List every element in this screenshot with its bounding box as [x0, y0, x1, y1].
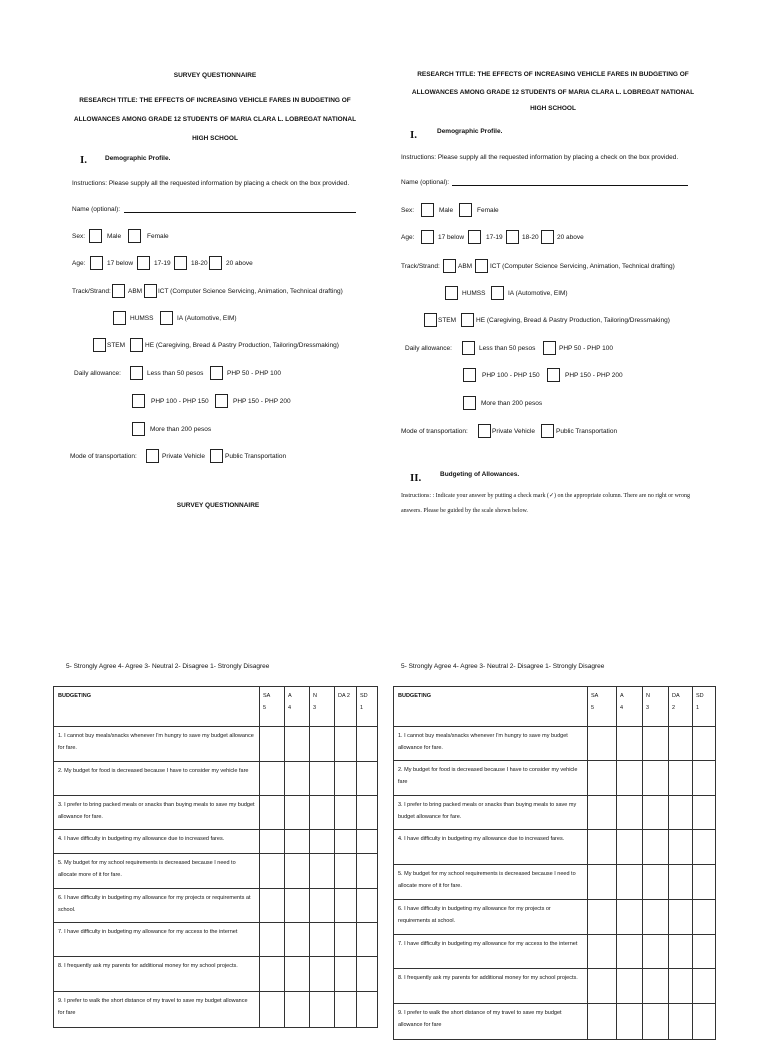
rating-cell[interactable]	[310, 957, 335, 992]
allowance-50-100-label-right: PHP 50 - PHP 100	[559, 345, 613, 352]
allowance-gt200-checkbox-right[interactable]	[463, 396, 476, 410]
rating-cell[interactable]	[588, 969, 617, 1004]
age-20above-checkbox-right[interactable]	[541, 230, 554, 244]
allowance-lt50-checkbox[interactable]	[130, 366, 143, 380]
table-row: 6. I have difficulty in budgeting my allowance for my projects or requirements at school.	[54, 889, 260, 923]
rating-cell[interactable]	[260, 923, 285, 957]
stem-checkbox[interactable]	[93, 338, 106, 352]
table-row: 6. I have difficulty in budgeting my allowance for my projects or requirements at school.	[394, 900, 588, 935]
he-label: HE (Caregiving, Bread & Pastry Production, Tailoring/Dressmaking)	[145, 342, 339, 349]
rating-cell[interactable]	[588, 865, 617, 900]
he-checkbox[interactable]	[130, 338, 143, 352]
age-label-right: Age:	[401, 234, 415, 241]
table-row: 5. My budget for my school requirements is decreased because I need to allocate more of it for fare.	[394, 865, 588, 900]
age-18-20-label-right: 18-20	[522, 234, 539, 241]
col-header: A	[288, 693, 292, 699]
allowance-gt200-label-right: More than 200 pesos	[481, 400, 543, 407]
rating-cell[interactable]	[643, 900, 669, 935]
allowance-50-100-checkbox[interactable]	[210, 366, 223, 380]
research-title-line2: ALLOWANCES AMONG GRADE 12 STUDENTS OF MARIA CLARA L. LOBREGAT NATIONAL	[73, 116, 357, 123]
allowance-150-200-checkbox-right[interactable]	[547, 368, 560, 382]
ict-checkbox[interactable]	[144, 284, 157, 298]
scale-legend: 5- Strongly Agree 4- Agree 3- Neutral 2- Disagree 1- Strongly Disagree	[66, 663, 270, 670]
table-row: 1. I cannot buy meals/snacks whenever I'm hungry to save my budget allowance for fare.	[394, 727, 588, 761]
rating-cell[interactable]	[357, 796, 378, 830]
humss-checkbox-right[interactable]	[445, 286, 458, 300]
abm-checkbox[interactable]	[112, 284, 125, 298]
table-row: 3. I prefer to bring packed meals or snacks than buying meals to save my budget allowance for fare.	[54, 796, 260, 830]
allowance-150-200-checkbox[interactable]	[215, 394, 228, 408]
table-header: BUDGETING	[54, 687, 260, 727]
rating-cell[interactable]	[669, 969, 693, 1004]
allowance-50-100-label: PHP 50 - PHP 100	[227, 370, 281, 377]
rating-cell[interactable]	[643, 935, 669, 969]
female-checkbox[interactable]	[128, 229, 141, 243]
rating-cell[interactable]	[693, 935, 716, 969]
section2-instructions: Instructions: : Indicate your answer by putting a check mark (✓) on the appropriate column. There are no right or wrong answers. Please be guided by the scale shown below.	[401, 493, 690, 514]
table-row: 5. My budget for my school requirements is decreased because I need to allocate more of it for fare.	[54, 854, 260, 889]
ia-checkbox-right[interactable]	[491, 286, 504, 300]
transport-label: Mode of transportation:	[70, 453, 137, 460]
col-header: SD	[696, 693, 704, 699]
sex-label: Sex:	[72, 233, 86, 240]
rating-cell[interactable]	[693, 900, 716, 935]
table-row: 8. I frequently ask my parents for additional money for my school projects.	[394, 969, 588, 1004]
name-label-right: Name (optional):	[401, 179, 450, 186]
rating-cell[interactable]	[310, 727, 335, 762]
ict-checkbox-right[interactable]	[475, 259, 488, 273]
rating-cell[interactable]	[669, 900, 693, 935]
col-header: N	[646, 693, 650, 699]
rating-cell[interactable]	[335, 957, 357, 992]
allowance-150-200-label: PHP 150 - PHP 200	[233, 398, 291, 405]
rating-cell[interactable]	[310, 854, 335, 889]
table-row: 1. I cannot buy meals/snacks whenever I'm hungry to save my budget allowance for fare.	[54, 727, 260, 762]
scale-legend-right: 5- Strongly Agree 4- Agree 3- Neutral 2- Disagree 1- Strongly Disagree	[401, 663, 605, 670]
budgeting-table-right	[393, 686, 716, 1040]
rating-cell[interactable]	[285, 992, 310, 1028]
rating-cell[interactable]	[588, 1004, 617, 1040]
research-title-line1: RESEARCH TITLE: THE EFFECTS OF INCREASING VEHICLE FARES IN BUDGETING OF	[79, 97, 351, 104]
survey-title: SURVEY QUESTIONNAIRE	[173, 72, 257, 79]
age-17below-label: 17 below	[107, 260, 134, 267]
col-header: DA 2	[338, 693, 350, 699]
rating-cell[interactable]	[588, 761, 617, 796]
rating-cell[interactable]	[285, 727, 310, 762]
rating-cell[interactable]	[285, 762, 310, 796]
male-label: Male	[107, 233, 122, 240]
rating-cell[interactable]	[335, 923, 357, 957]
stem-label: STEM	[107, 342, 126, 349]
public-transport-checkbox[interactable]	[210, 449, 223, 463]
rating-cell[interactable]	[260, 762, 285, 796]
abm-label-right: ABM	[458, 263, 473, 270]
age-18-20-label: 18-20	[191, 260, 208, 267]
rating-cell[interactable]	[285, 796, 310, 830]
col-header: 5	[263, 705, 267, 711]
sex-label-right: Sex:	[401, 207, 415, 214]
col-header: N	[313, 693, 317, 699]
rating-cell[interactable]	[617, 865, 643, 900]
allowance-gt200-checkbox[interactable]	[132, 422, 145, 436]
table-row: 4. I have difficulty in budgeting my allowance due to increased fares.	[54, 830, 260, 854]
rating-cell[interactable]	[643, 969, 669, 1004]
rating-cell[interactable]	[617, 830, 643, 865]
ict-label-right: ICT (Computer Science Servicing, Animation, Technical drafting)	[490, 263, 675, 270]
track-label: Track/Strand:	[72, 288, 111, 295]
ia-checkbox[interactable]	[160, 311, 173, 325]
rating-cell[interactable]	[617, 935, 643, 969]
rating-cell[interactable]	[588, 900, 617, 935]
rating-cell[interactable]	[310, 762, 335, 796]
rating-cell[interactable]	[669, 830, 693, 865]
male-label-right: Male	[439, 207, 454, 214]
rating-cell[interactable]	[260, 889, 285, 923]
female-label-right: Female	[477, 207, 499, 214]
age-label: Age:	[72, 260, 86, 267]
section1-title: Demographic Profile.	[105, 155, 171, 162]
rating-cell[interactable]	[643, 865, 669, 900]
rating-cell[interactable]	[285, 830, 310, 854]
budgeting-table-left	[53, 686, 378, 1028]
rating-cell[interactable]	[669, 935, 693, 969]
rating-cell[interactable]	[669, 796, 693, 830]
rating-cell[interactable]	[357, 727, 378, 762]
col-header: 5	[591, 705, 595, 711]
private-vehicle-label-right: Private Vehicle	[492, 428, 535, 435]
table-row: 7. I have difficulty in budgeting my allowance for my access to the internet	[54, 923, 260, 957]
private-vehicle-checkbox-right[interactable]	[478, 424, 491, 438]
allowance-50-100-checkbox-right[interactable]	[543, 341, 556, 355]
rating-cell[interactable]	[617, 727, 643, 761]
age-20above-checkbox[interactable]	[209, 256, 222, 270]
col-header: SA	[591, 693, 599, 699]
rating-cell[interactable]	[357, 923, 378, 957]
section1-title-right: Demographic Profile.	[437, 128, 503, 135]
name-field[interactable]	[124, 212, 356, 213]
table-row: 4. I have difficulty in budgeting my allowance due to increased fares.	[394, 830, 588, 865]
rating-cell[interactable]	[335, 796, 357, 830]
abm-checkbox-right[interactable]	[443, 259, 456, 273]
name-label: Name (optional):	[72, 206, 121, 213]
rating-cell[interactable]	[669, 865, 693, 900]
age-17below-checkbox[interactable]	[90, 256, 103, 270]
table-row: 3. I prefer to bring packed meals or snacks than buying meals to save my budget allowance for fare.	[394, 796, 588, 830]
col-header: 1	[696, 705, 700, 711]
col-header: 3	[313, 705, 317, 711]
rating-cell[interactable]	[310, 796, 335, 830]
rating-cell[interactable]	[335, 762, 357, 796]
rating-cell[interactable]	[693, 969, 716, 1004]
stem-label-right: STEM	[438, 317, 457, 324]
rating-cell[interactable]	[260, 992, 285, 1028]
research-title-line3: HIGH SCHOOL	[192, 135, 238, 142]
rating-cell[interactable]	[693, 761, 716, 796]
male-checkbox-right[interactable]	[421, 203, 434, 217]
research-title-right-line1: RESEARCH TITLE: THE EFFECTS OF INCREASING VEHICLE FARES IN BUDGETING OF	[417, 71, 689, 78]
rating-cell[interactable]	[260, 957, 285, 992]
rating-cell[interactable]	[693, 830, 716, 865]
rating-cell[interactable]	[357, 992, 378, 1028]
allowance-gt200-label: More than 200 pesos	[150, 426, 212, 433]
age-17-19-label-right: 17-19	[486, 234, 503, 241]
track-label-right: Track/Strand:	[401, 263, 440, 270]
age-17-19-checkbox-right[interactable]	[468, 230, 481, 244]
rating-cell[interactable]	[357, 830, 378, 854]
rating-cell[interactable]	[285, 889, 310, 923]
table-row: 9. I prefer to walk the short distance of my travel to save my budget allowance for fare	[394, 1004, 588, 1040]
col-header: 2	[672, 705, 676, 711]
rating-cell[interactable]	[643, 761, 669, 796]
allowance-150-200-label-right: PHP 150 - PHP 200	[565, 372, 623, 379]
rating-cell[interactable]	[588, 830, 617, 865]
age-17below-checkbox-right[interactable]	[421, 230, 434, 244]
table-row: 8. I frequently ask my parents for additional money for my school projects.	[54, 957, 260, 992]
rating-cell[interactable]	[357, 957, 378, 992]
rating-cell[interactable]	[260, 727, 285, 762]
table-header-right: BUDGETING	[394, 687, 588, 727]
research-title-right-line3: HIGH SCHOOL	[530, 105, 576, 112]
allowance-100-150-label-right: PHP 100 - PHP 150	[482, 372, 540, 379]
col-header: SA	[263, 693, 271, 699]
instructions-right: Instructions: Please supply all the requested information by placing a check on the box provided.	[401, 154, 679, 161]
col-header: 4	[288, 705, 292, 711]
allowance-100-150-checkbox-right[interactable]	[463, 368, 476, 382]
humss-checkbox[interactable]	[113, 311, 126, 325]
rating-cell[interactable]	[285, 923, 310, 957]
instructions: Instructions: Please supply all the requested information by placing a check on the box provided.	[72, 180, 350, 187]
rating-cell[interactable]	[669, 727, 693, 761]
age-18-20-checkbox-right[interactable]	[506, 230, 519, 244]
name-field-right[interactable]	[452, 185, 688, 186]
male-checkbox[interactable]	[89, 229, 102, 243]
rating-cell[interactable]	[335, 727, 357, 762]
allowance-label: Daily allowance:	[74, 370, 121, 377]
female-checkbox-right[interactable]	[459, 203, 472, 217]
he-checkbox-right[interactable]	[461, 313, 474, 327]
rating-cell[interactable]	[643, 727, 669, 761]
section2-numeral: II.	[410, 472, 422, 484]
col-header: 1	[360, 705, 364, 711]
col-header: SD	[360, 693, 368, 699]
he-label-right: HE (Caregiving, Bread & Pastry Production, Tailoring/Dressmaking)	[476, 317, 670, 324]
ia-label-right: IA (Automotive, EIM)	[508, 290, 568, 297]
ict-label: ICT (Computer Science Servicing, Animation, Technical drafting)	[158, 288, 343, 295]
rating-cell[interactable]	[260, 796, 285, 830]
rating-cell[interactable]	[693, 727, 716, 761]
age-17-19-checkbox[interactable]	[137, 256, 150, 270]
allowance-lt50-label-right: Less than 50 pesos	[479, 345, 536, 352]
rating-cell[interactable]	[588, 727, 617, 761]
humss-label-right: HUMSS	[462, 290, 486, 297]
rating-cell[interactable]	[617, 1004, 643, 1040]
rating-cell[interactable]	[357, 889, 378, 923]
allowance-lt50-checkbox-right[interactable]	[462, 341, 475, 355]
humss-label: HUMSS	[130, 315, 154, 322]
rating-cell[interactable]	[357, 762, 378, 796]
female-label: Female	[147, 233, 169, 240]
section1-numeral: I.	[80, 154, 88, 166]
age-20above-label: 20 above	[226, 260, 253, 267]
age-20above-label-right: 20 above	[557, 234, 584, 241]
col-header: DA	[672, 693, 680, 699]
age-17-19-label: 17-19	[154, 260, 171, 267]
rating-cell[interactable]	[310, 992, 335, 1028]
col-header: 4	[620, 705, 624, 711]
rating-cell[interactable]	[310, 830, 335, 854]
allowance-label-right: Daily allowance:	[405, 345, 452, 352]
allowance-100-150-label: PHP 100 - PHP 150	[151, 398, 209, 405]
table-row: 9. I prefer to walk the short distance of my travel to save my budget allowance for fare	[54, 992, 260, 1028]
col-header: 3	[646, 705, 650, 711]
age-17below-label-right: 17 below	[438, 234, 465, 241]
private-vehicle-checkbox[interactable]	[146, 449, 159, 463]
stem-checkbox-right[interactable]	[424, 313, 437, 327]
rating-cell[interactable]	[335, 889, 357, 923]
rating-cell[interactable]	[693, 865, 716, 900]
rating-cell[interactable]	[643, 1004, 669, 1040]
ia-label: IA (Automotive, EIM)	[177, 315, 237, 322]
rating-cell[interactable]	[260, 854, 285, 889]
public-transport-label-right: Public Transportation	[556, 428, 618, 435]
section2-title: Budgeting of Allowances.	[440, 471, 520, 478]
col-header: A	[620, 693, 624, 699]
rating-cell[interactable]	[310, 889, 335, 923]
rating-cell[interactable]	[335, 992, 357, 1028]
allowance-lt50-label: Less than 50 pesos	[147, 370, 204, 377]
public-transport-label: Public Transportation	[225, 453, 287, 460]
rating-cell[interactable]	[643, 830, 669, 865]
allowance-100-150-checkbox[interactable]	[132, 394, 145, 408]
rating-cell[interactable]	[335, 830, 357, 854]
abm-label: ABM	[128, 288, 143, 295]
research-title-right-line2: ALLOWANCES AMONG GRADE 12 STUDENTS OF MARIA CLARA L. LOBREGAT NATIONAL	[411, 89, 695, 96]
section1-numeral-right: I.	[410, 129, 418, 141]
rating-cell[interactable]	[617, 796, 643, 830]
rating-cell[interactable]	[617, 969, 643, 1004]
survey-title-bottom: SURVEY QUESTIONNAIRE	[176, 502, 260, 509]
table-row: 7. I have difficulty in budgeting my allowance for my access to the internet	[394, 935, 588, 969]
public-transport-checkbox-right[interactable]	[541, 424, 554, 438]
table-row: 2. My budget for food is decreased because I have to consider my vehicle fare	[394, 761, 588, 796]
age-18-20-checkbox[interactable]	[174, 256, 187, 270]
rating-cell[interactable]	[643, 796, 669, 830]
rating-cell[interactable]	[693, 1004, 716, 1040]
rating-cell[interactable]	[588, 935, 617, 969]
transport-label-right: Mode of transportation:	[401, 428, 468, 435]
rating-cell[interactable]	[335, 854, 357, 889]
rating-cell[interactable]	[617, 900, 643, 935]
rating-cell[interactable]	[310, 923, 335, 957]
rating-cell[interactable]	[285, 957, 310, 992]
rating-cell[interactable]	[285, 854, 310, 889]
rating-cell[interactable]	[669, 761, 693, 796]
private-vehicle-label: Private Vehicle	[162, 453, 205, 460]
rating-cell[interactable]	[693, 796, 716, 830]
rating-cell[interactable]	[617, 761, 643, 796]
rating-cell[interactable]	[669, 1004, 693, 1040]
table-row: 2. My budget for food is decreased because I have to consider my vehicle fare	[54, 762, 260, 796]
rating-cell[interactable]	[260, 830, 285, 854]
rating-cell[interactable]	[357, 854, 378, 889]
rating-cell[interactable]	[588, 796, 617, 830]
